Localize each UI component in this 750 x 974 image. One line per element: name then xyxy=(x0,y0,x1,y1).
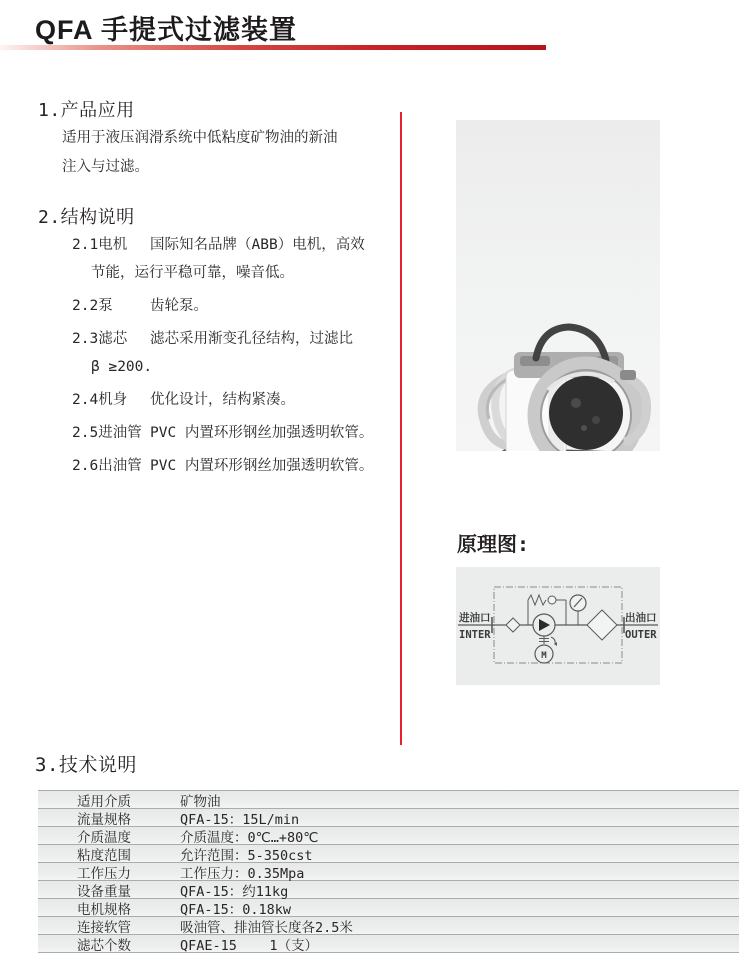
motor-symbol xyxy=(535,645,553,663)
spec-value: 矿物油 xyxy=(180,793,221,810)
pressure-gauge-symbol xyxy=(570,595,586,625)
spec-label: 流量规格 xyxy=(77,811,131,828)
spec-label: 连接软管 xyxy=(77,919,131,936)
spec-label: 电机规格 xyxy=(77,901,131,918)
section2-heading: 2.结构说明 xyxy=(38,207,135,228)
inlet-label-cn: 进油口 xyxy=(459,612,491,624)
section1-heading: 1.产品应用 xyxy=(38,100,135,121)
table-row xyxy=(38,899,739,917)
spec-value: 工作压力：0.35Mpa xyxy=(180,865,305,882)
structure-item-label: 2.5进油管 xyxy=(72,425,142,441)
title-underline-rule xyxy=(0,45,546,50)
section3-heading: 3.技术说明 xyxy=(35,754,137,776)
red-divider-rule xyxy=(400,112,402,745)
structure-item xyxy=(72,231,397,287)
section1-line2: 注入与过滤。 xyxy=(62,159,149,175)
coupling-symbol xyxy=(539,636,557,646)
section1-body xyxy=(62,124,338,182)
outlet-label-cn: 出油口 xyxy=(625,612,657,624)
table-row xyxy=(38,917,739,935)
structure-item-text: 齿轮泵。 xyxy=(150,298,208,314)
structure-item-text2: β ≥200. xyxy=(91,359,153,375)
diagram-heading: 原理图: xyxy=(457,532,530,556)
spec-label: 介质温度 xyxy=(77,829,131,846)
page-title: QFA 手提式过滤装置 xyxy=(35,15,298,45)
spec-label: 粘度范围 xyxy=(77,847,131,864)
table-row xyxy=(38,881,739,899)
principle-diagram xyxy=(456,567,660,685)
table-row xyxy=(38,863,739,881)
motor-label: M xyxy=(541,651,547,661)
outlet-label-en: OUTER xyxy=(625,629,657,641)
table-row xyxy=(38,845,739,863)
spec-value: 介质温度：0℃…+80℃ xyxy=(180,829,319,846)
structure-item-text: PVC 内置环形钢丝加强透明软管。 xyxy=(150,425,374,441)
structure-item xyxy=(72,386,397,414)
principle-diagram-box xyxy=(456,567,660,685)
product-photo-image xyxy=(456,120,660,451)
table-row xyxy=(38,809,739,827)
structure-item xyxy=(72,419,397,447)
section2-list xyxy=(72,231,397,485)
spec-value: QFA-15：0.18kw xyxy=(180,901,292,918)
spec-label: 工作压力 xyxy=(77,865,131,882)
spec-value: QFA-15：15L/min xyxy=(180,811,300,828)
structure-item-text2: 节能，运行平稳可靠，噪音低。 xyxy=(91,265,294,281)
spec-label: 滤芯个数 xyxy=(77,937,131,954)
structure-item xyxy=(72,292,397,320)
inlet-label-en: INTER xyxy=(459,629,491,641)
spec-value: 允许范围：5-350cst xyxy=(180,847,313,864)
product-photo-box xyxy=(456,120,660,451)
spec-label: 适用介质 xyxy=(77,793,131,810)
structure-item-label: 2.1电机 xyxy=(72,237,128,253)
spec-value: QFAE-15 1（支） xyxy=(180,937,319,954)
structure-item xyxy=(72,452,397,480)
structure-item-text: 滤芯采用渐变孔径结构，过滤比 xyxy=(150,331,353,347)
pump-symbol xyxy=(533,614,555,636)
tech-spec-table xyxy=(38,790,739,953)
structure-item-label: 2.3滤芯 xyxy=(72,331,128,347)
filter-symbol xyxy=(587,610,617,640)
table-row xyxy=(38,827,739,845)
structure-item-text: PVC 内置环形钢丝加强透明软管。 xyxy=(150,458,374,474)
structure-item xyxy=(72,325,397,381)
table-row xyxy=(38,791,739,809)
structure-item-label: 2.2泵 xyxy=(72,298,113,314)
spec-value: QFA-15：约11kg xyxy=(180,883,289,900)
spec-label: 设备重量 xyxy=(77,883,131,900)
structure-item-text: 优化设计，结构紧凑。 xyxy=(150,392,295,408)
structure-item-label: 2.6出油管 xyxy=(72,458,142,474)
structure-item-label: 2.4机身 xyxy=(72,392,128,408)
spec-value: 吸油管、排油管长度各2.5米 xyxy=(180,919,353,936)
section1-line1: 适用于液压润滑系统中低粘度矿物油的新油 xyxy=(62,130,338,146)
table-row xyxy=(38,935,739,953)
check-valve-symbol xyxy=(506,618,520,632)
structure-item-text: 国际知名品牌（ABB）电机，高效 xyxy=(150,237,365,253)
